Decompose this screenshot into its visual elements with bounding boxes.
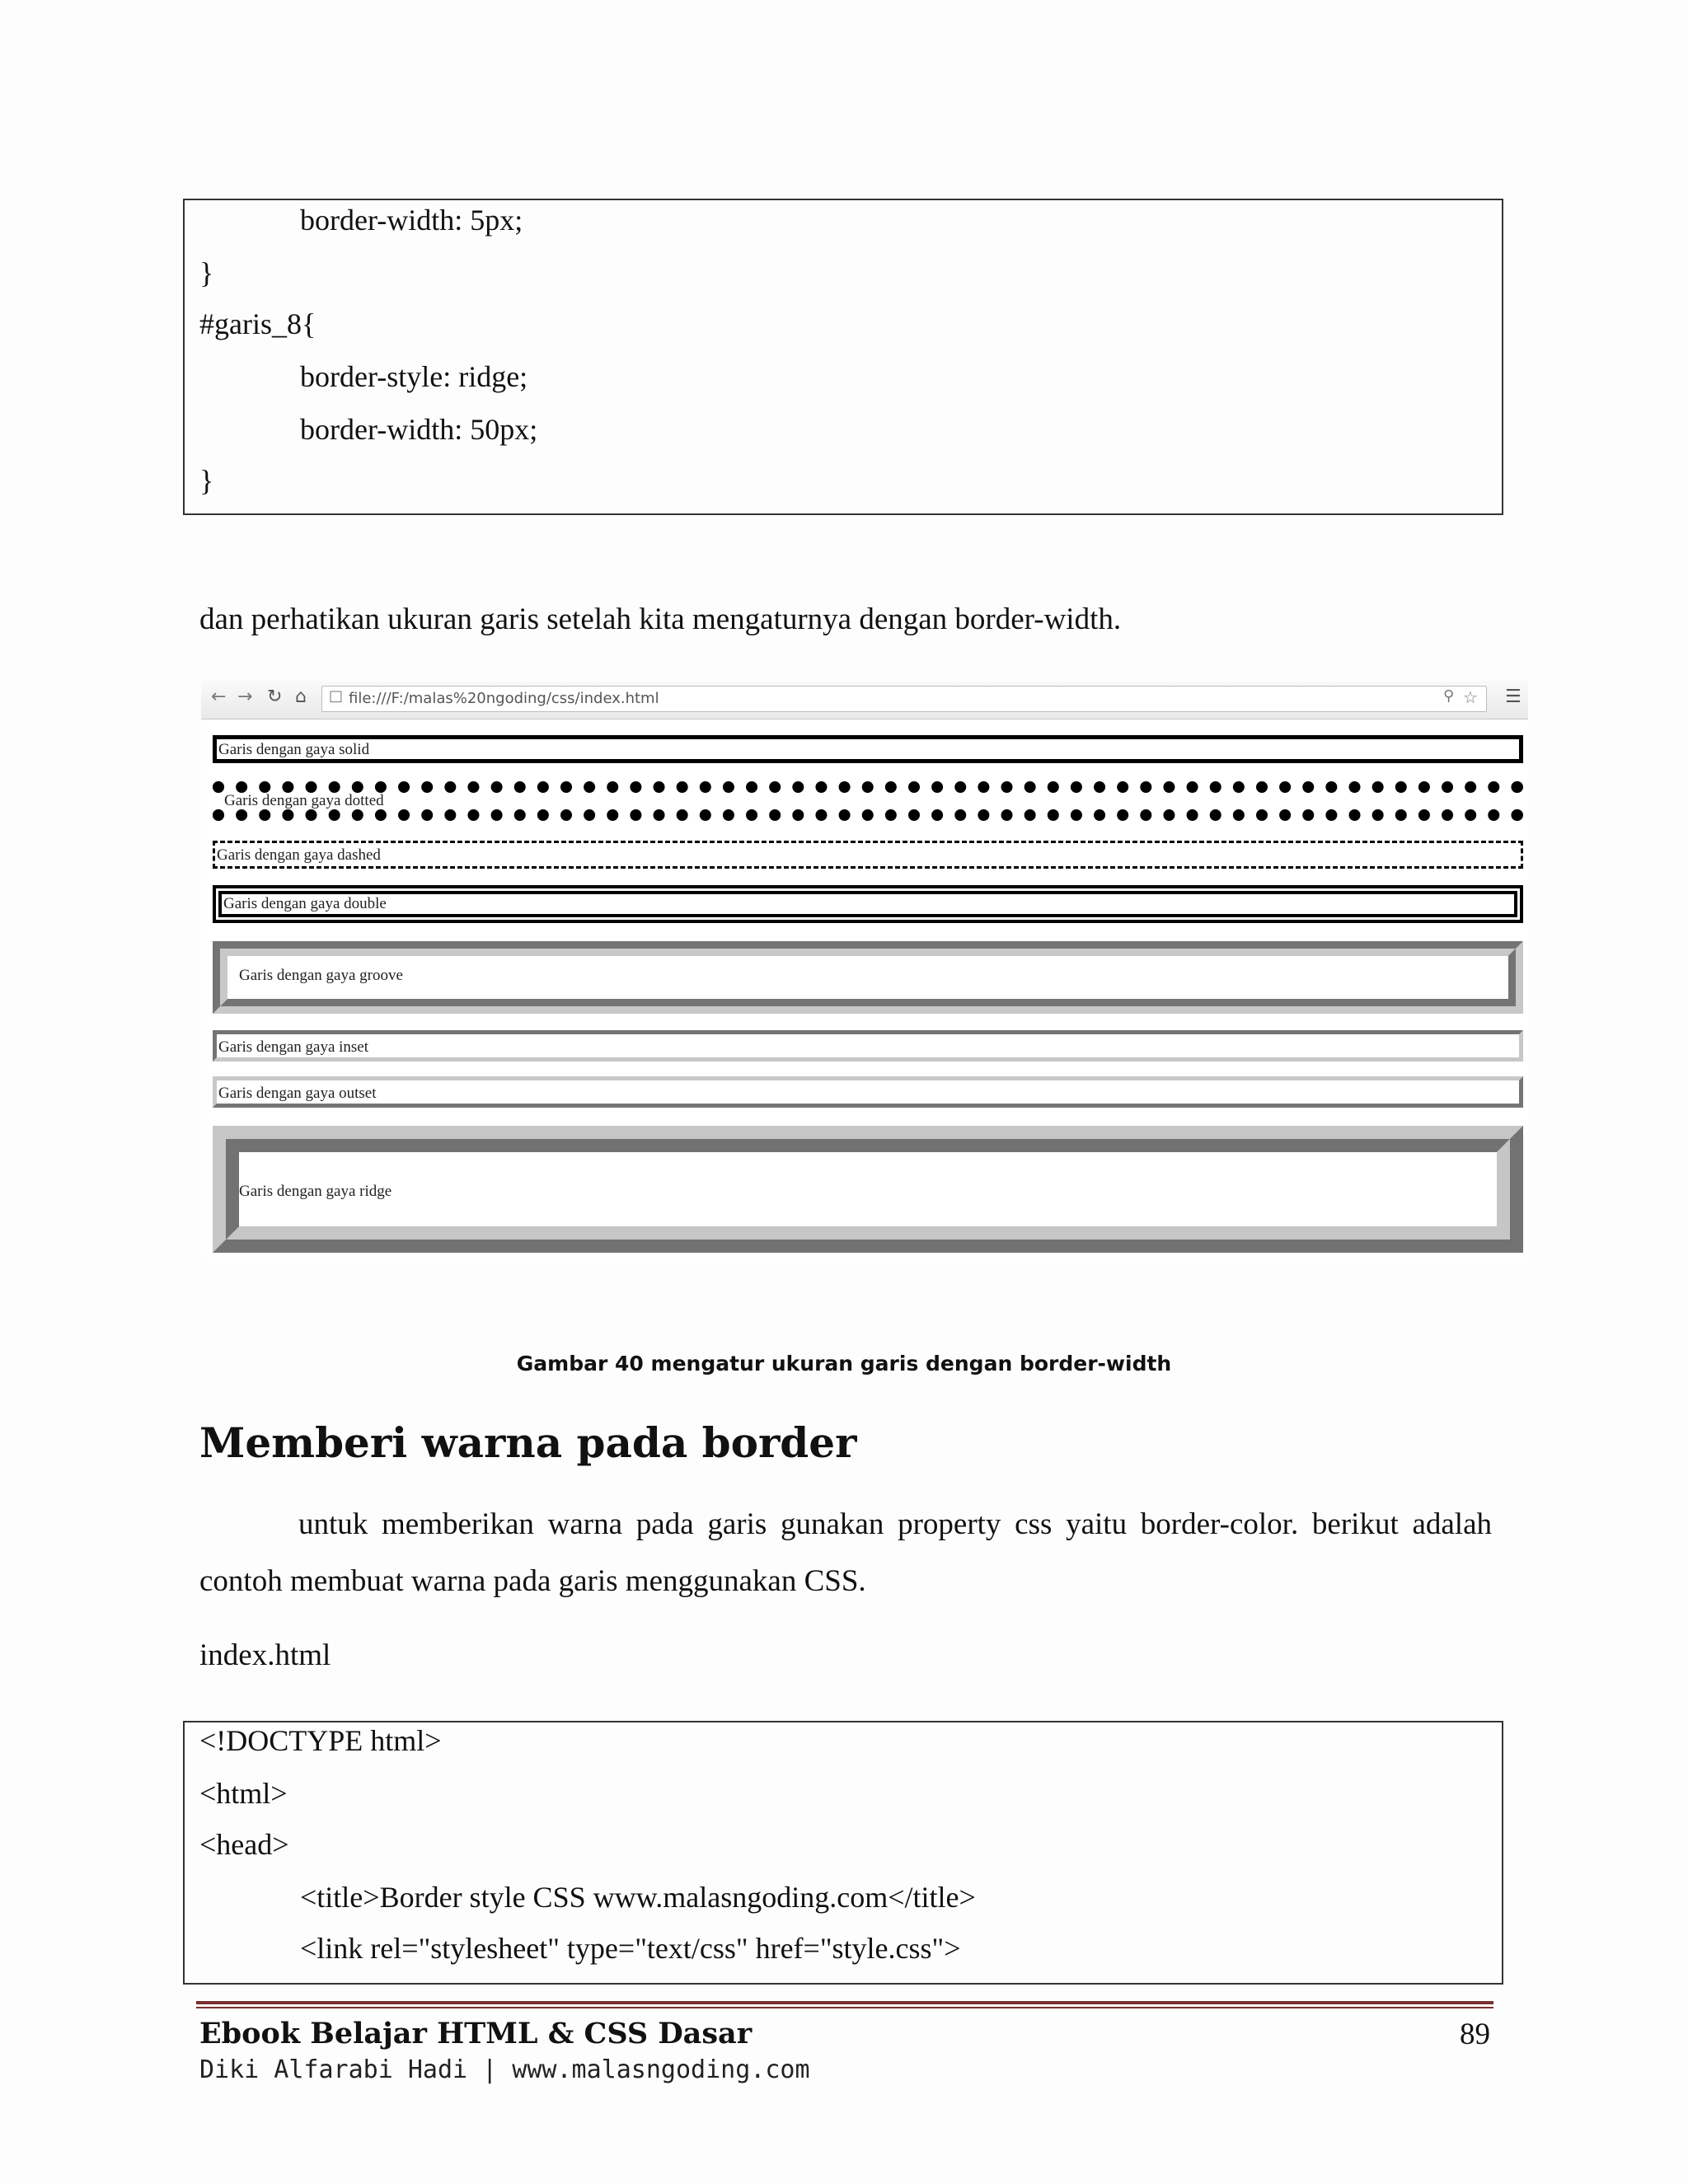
footer-rule — [196, 2001, 1493, 2004]
demo-label: Garis dengan gaya groove — [239, 967, 403, 984]
demo-label: Garis dengan gaya dashed — [217, 846, 381, 864]
code-block-top — [183, 199, 1503, 515]
demo-label: Garis dengan gaya dotted — [224, 792, 384, 809]
code-line: <!DOCTYPE html> — [199, 1724, 442, 1757]
intro-paragraph: dan perhatikan ukuran garis setelah kita mengaturnya dengan border-width. — [199, 602, 1122, 636]
footer-author: Diki Alfarabi Hadi | www.malasngoding.com — [199, 2055, 810, 2084]
reload-icon[interactable]: ↻ — [267, 687, 283, 707]
code-line: <link rel="stylesheet" type="text/css" href="style.css"> — [300, 1932, 961, 1965]
body-paragraph: untuk memberikan warna pada garis gunakan property css yaitu border-color. berikut adalah contoh membuat warna pada garis menggunakan CSS. — [199, 1507, 1492, 1598]
browser-screenshot — [201, 681, 1528, 1258]
page-number: 89 — [1460, 2018, 1490, 2051]
code-line: #garis_8{ — [199, 307, 316, 340]
demo-inset — [213, 1030, 1523, 1062]
zoom-icon[interactable]: ⚲ — [1443, 687, 1455, 705]
code-line: } — [199, 464, 214, 497]
demo-label: Garis dengan gaya double — [223, 895, 387, 912]
code-line: <title>Border style CSS www.malasngoding.com</title> — [300, 1881, 976, 1914]
demo-label: Garis dengan gaya inset — [218, 1038, 369, 1056]
forward-icon[interactable]: → — [237, 687, 253, 707]
demo-label: Garis dengan gaya solid — [218, 741, 370, 758]
demo-label: Garis dengan gaya outset — [218, 1085, 377, 1102]
code-line: border-style: ridge; — [300, 360, 528, 393]
footer-rule — [196, 2007, 1493, 2008]
address-text: file:///F:/malas%20ngoding/css/index.html — [349, 690, 659, 707]
code-line: } — [199, 256, 214, 289]
page-icon: □ — [329, 687, 344, 705]
menu-icon[interactable]: ☰ — [1505, 687, 1522, 707]
section-heading: Memberi warna pada border — [199, 1418, 857, 1467]
demo-outset — [213, 1076, 1523, 1108]
code-line: border-width: 50px; — [300, 413, 538, 446]
demo-dotted — [213, 781, 1523, 821]
figure-caption: Gambar 40 mengatur ukuran garis dengan border-width — [516, 1352, 1172, 1376]
code-line: <html> — [199, 1777, 288, 1810]
demo-solid — [213, 735, 1523, 763]
address-bar[interactable] — [321, 686, 1487, 712]
browser-toolbar — [201, 681, 1528, 719]
back-icon[interactable]: ← — [211, 687, 227, 707]
footer-title: Ebook Belajar HTML & CSS Dasar — [199, 2017, 753, 2050]
file-label: index.html — [199, 1638, 331, 1672]
code-block-bottom — [183, 1721, 1503, 1985]
demo-dashed — [213, 841, 1523, 869]
demo-groove — [213, 941, 1523, 1014]
home-icon[interactable]: ⌂ — [295, 687, 307, 707]
demo-label: Garis dengan gaya ridge — [239, 1183, 392, 1200]
demo-ridge — [213, 1126, 1523, 1253]
star-icon[interactable]: ☆ — [1463, 687, 1478, 707]
code-line: border-width: 5px; — [300, 204, 523, 237]
demo-double — [213, 885, 1523, 923]
code-line: <head> — [199, 1828, 289, 1861]
